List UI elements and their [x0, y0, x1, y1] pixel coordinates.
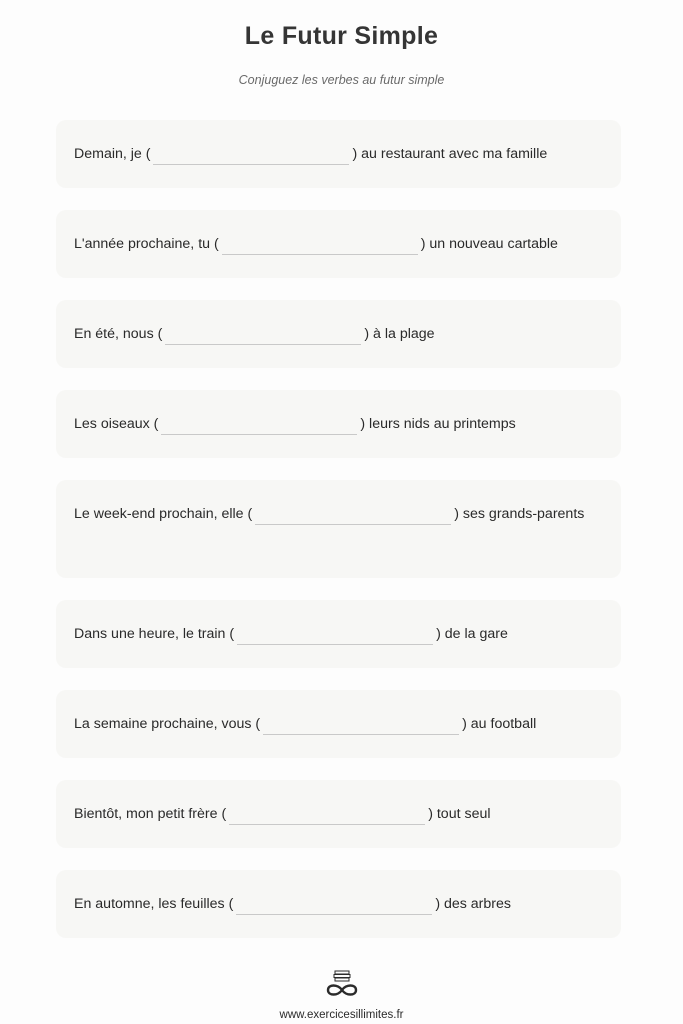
exercise-text-after: ) un nouveau cartable [420, 236, 558, 252]
answer-blank-3[interactable] [165, 323, 361, 345]
exercise-text-before: Bientôt, mon petit frère ( [74, 806, 227, 822]
exercise-card-1 [56, 120, 621, 188]
answer-blank-8[interactable] [229, 803, 425, 825]
exercise-card-9 [56, 870, 621, 938]
page-title: Le Futur Simple [244, 22, 439, 50]
exercise-text-after: ) des arbres [435, 896, 512, 912]
exercise-text-after: ) de la gare [436, 626, 508, 642]
infinity-books-logo-icon [325, 968, 359, 1002]
exercise-text-after: ) tout seul [428, 806, 491, 822]
answer-blank-1[interactable] [153, 143, 349, 165]
exercise-text-before: Demain, je ( [74, 146, 151, 162]
exercise-card-2 [56, 210, 621, 278]
exercise-card-4 [56, 390, 621, 458]
exercise-text-after: ) leurs nids au printemps [360, 416, 516, 432]
answer-blank-9[interactable] [236, 893, 432, 915]
answer-blank-2[interactable] [222, 233, 418, 255]
exercise-card-3 [56, 300, 621, 368]
exercise-text-after: ) à la plage [364, 326, 435, 342]
footer [0, 968, 683, 1021]
answer-blank-4[interactable] [161, 413, 357, 435]
exercise-card-8 [56, 780, 621, 848]
exercise-text-after: ) au restaurant avec ma famille [352, 146, 548, 162]
answer-blank-7[interactable] [263, 713, 459, 735]
exercise-text-before: En été, nous ( [74, 326, 163, 342]
exercise-card-6 [56, 600, 621, 668]
exercise-text-before: Les oiseaux ( [74, 416, 159, 432]
exercise-text-before: L'année prochaine, tu ( [74, 236, 219, 252]
exercise-text-after: ) au football [462, 716, 537, 732]
exercise-card-7 [56, 690, 621, 758]
exercise-text-before: En automne, les feuilles ( [74, 896, 234, 912]
exercise-list [56, 120, 621, 960]
exercise-card-5 [56, 480, 621, 578]
page-subtitle: Conjuguez les verbes au futur simple [238, 73, 445, 87]
website-url[interactable]: www.exercicesillimites.fr [279, 1009, 404, 1021]
exercise-text-before: Le week-end prochain, elle ( [74, 506, 253, 522]
exercise-text-after: ) ses grands-parents [454, 506, 585, 522]
answer-blank-5[interactable] [255, 503, 451, 525]
exercise-text-before: Dans une heure, le train ( [74, 626, 235, 642]
exercise-text-before: La semaine prochaine, vous ( [74, 716, 261, 732]
answer-blank-6[interactable] [237, 623, 433, 645]
